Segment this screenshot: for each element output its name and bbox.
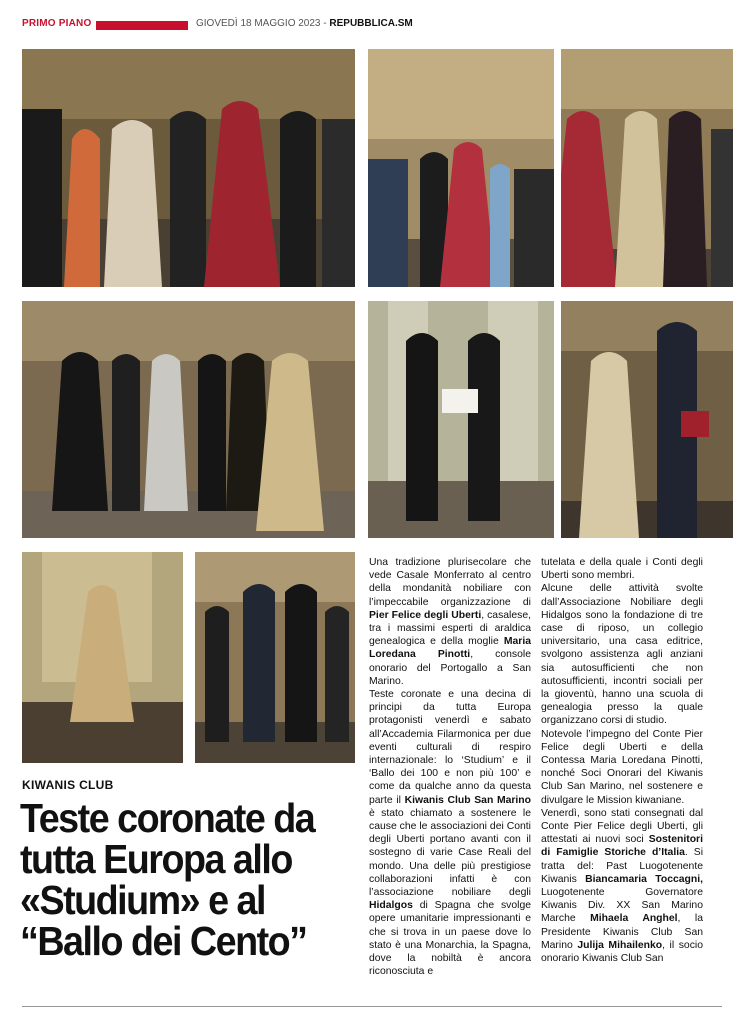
bold-name-text: Kiwanis Club San Marino: [404, 794, 531, 806]
site-name: REPUBBLICA.SM: [329, 18, 413, 29]
bold-name-text: Mihaela Anghel: [590, 913, 678, 925]
body-text-run: Alcune delle attività svolte dall’Associazione Nobiliare degli Hidalgos sono la fondazione di tre case di riposo, un collegio universitario, una casa editrice, svolgono assistenza agli anziani sia autosufficienti che non autosufficienti, incontri sociali per la gioventù, hanno una scuola di genealogia presso la quale organizzano corsi di studio.: [541, 583, 703, 727]
page-header: [22, 18, 722, 34]
body-text-run: è stato chiamato a sostenere le cause che le associazioni dei Conti degli Uberti portano avanti con il sostegno di varie Case Reali del mondo. Una delle più prestigiose collaborazioni infatti è con l’associazione nobiliare degli: [369, 807, 531, 899]
body-text-run: di Spagna che svolge opere umanitarie impressionanti e che si trova in un paese dove lo stato è una Monarchia, la Spagna, dove la nobiltà è ancora riconosciuta e: [369, 900, 531, 978]
article-kicker: KIWANIS CLUB: [22, 778, 114, 792]
photo-lady-and-guard: [561, 301, 733, 538]
page-bottom-rule: [22, 1006, 722, 1007]
photo-certificate-presentation: [368, 301, 554, 538]
column-text: [369, 556, 531, 979]
body-text-run: , la Presidente Kiwanis Club San Marino: [541, 913, 703, 951]
bold-name-text: Hidalgos: [369, 900, 413, 912]
photo-gentlemen-ballroom: [195, 552, 355, 763]
photo-three-ladies: [561, 49, 733, 287]
article-body-column-2: [541, 556, 703, 965]
article-body-column-1: [369, 556, 531, 979]
body-text-run: , console onorario del Portogallo a San Marino.: [369, 649, 531, 687]
body-text-run: , il socio onorario Kiwanis Club San: [541, 939, 703, 965]
bold-name-text: Sostenitori di Famiglie Storiche d’Italia: [541, 834, 703, 859]
body-text-run: Venerdì, sono stati consegnati dal Conte Pier Felice degli Uberti, gli attestati ai nuovi soci: [541, 807, 703, 846]
body-text-run: . Si tratta del: Past Luogotenente Kiwanis: [541, 847, 704, 885]
bold-name-text: Maria Loredana Pinotti: [369, 636, 531, 661]
body-text-run: Teste coronate e una decina di principi da tutta Europa protagonisti venerdì e sabato all’Accademia Filarmonica per due eventi culturali di respiro internazionale: lo ‘Studium’ e il ‘Ballo dei 100 e non più 100’ e come da qualche anno da questa parte il: [369, 689, 531, 806]
body-text-run: Una tradizione plurisecolare che vede Casale Monferrato al centro della mondanità nobiliare con l’impeccabile organizzazione di: [369, 557, 531, 608]
article-headline: Teste coronate da tutta Europa allo «Studium» e al “Ballo dei Cento”: [20, 795, 315, 964]
body-text-run: Notevole l’impegno del Conte Pier Felice degli Uberti e della Contessa Maria Loredana Pinotti, nonché Soci Onorari del Kiwanis Club San Marino, nel sostenere e divulgare le Mission kiwaniane.: [541, 728, 703, 806]
photo-lady-gold-gown: [22, 552, 183, 763]
section-accent-bar: [96, 21, 188, 30]
photo-couple-ballroom: [368, 49, 554, 287]
body-text-run: tutelata e della quale i Conti degli Uberti sono membri.: [541, 557, 703, 582]
section-label: PRIMO PIANO: [22, 18, 92, 29]
column-text: [541, 556, 703, 965]
bold-name-text: Pier Felice degli Uberti: [369, 609, 482, 621]
bold-name-text: Biancamaria Toccagni,: [585, 873, 703, 885]
issue-date: GIOVEDÌ 18 MAGGIO 2023 -: [196, 18, 330, 29]
issue-dateline: [196, 18, 413, 29]
photo-group-ladies: [22, 301, 355, 538]
photo-group-ballroom-1: [22, 49, 355, 287]
body-text-run: Luogotenente Governatore Kiwanis Div. XX San Marino Marche: [541, 887, 703, 925]
body-text-run: , casalese, tra i massimi esperti di araldica genealogica e della moglie: [369, 609, 531, 648]
bold-name-text: Julija Mihailenko: [577, 939, 663, 951]
